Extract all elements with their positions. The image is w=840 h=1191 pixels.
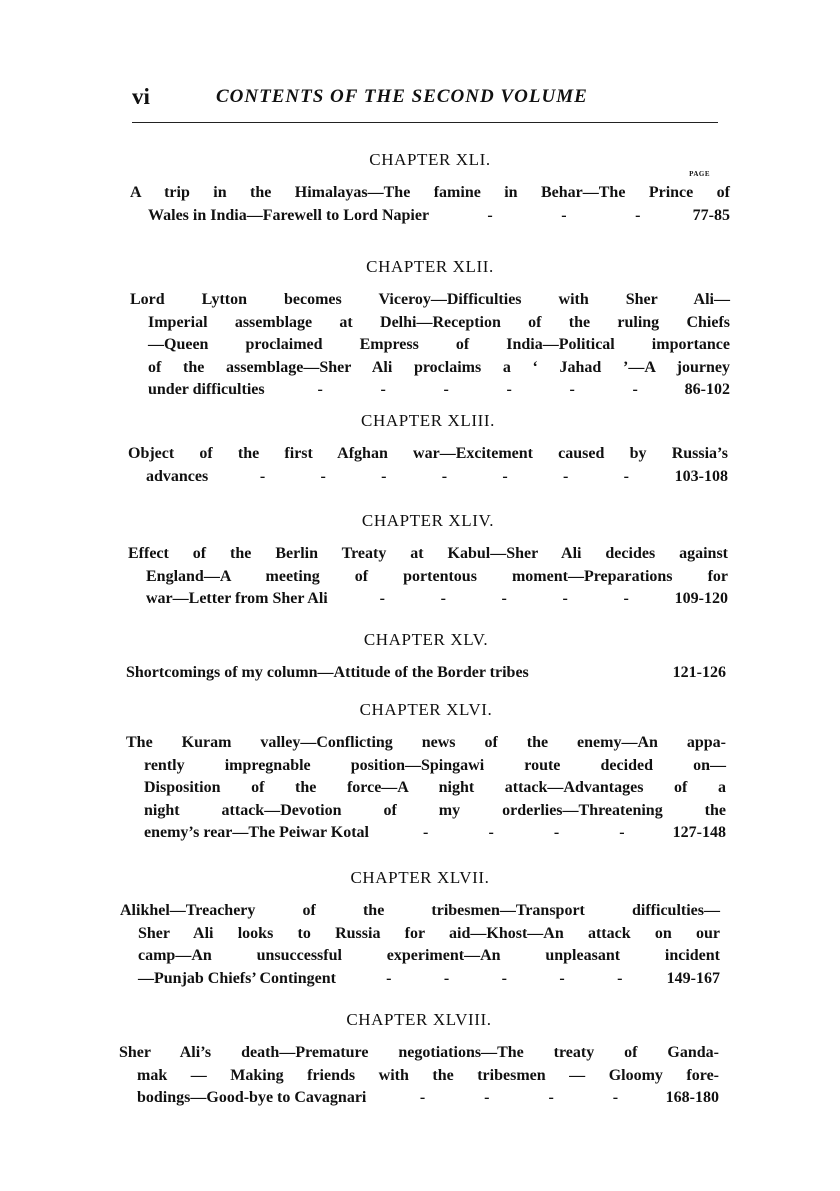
leader-dash: - [320, 467, 326, 485]
page-range: 121-126 [672, 664, 726, 681]
summary-line: England—A meeting of portentous moment—Preparations for [146, 567, 728, 585]
summary-line: Alikhel—Treachery of the tribesmen—Transport difficulties— [120, 902, 720, 919]
leader-dash: - [259, 467, 266, 485]
chapter-entry [128, 411, 728, 488]
summary-last-line [126, 822, 726, 845]
chapter-heading: CHAPTER XLV. [363, 630, 489, 649]
summary-line: Disposition of the force—A night attack—Advantages of a [144, 779, 726, 797]
chapter-summary [130, 182, 730, 227]
chapter-summary [128, 543, 728, 611]
chapter-heading: CHAPTER XLIII. [361, 411, 495, 430]
chapter-summary [120, 900, 720, 990]
chapter-heading: CHAPTER XLVII. [350, 868, 490, 887]
chapter-entry [130, 257, 730, 402]
running-title: CONTENTS OF THE SECOND VOLUME [216, 86, 588, 107]
summary-last-line [128, 466, 728, 489]
summary-line: Effect of the Berlin Treaty at Kabul—Sher Ali decides against [128, 545, 728, 562]
summary-line: Object of the first Afghan war—Excitement caused by Russia’s [128, 445, 728, 462]
folio-number: vi [132, 84, 150, 109]
leader-dash: - [623, 590, 629, 608]
summary-line-text: Shortcomings of my column—Attitude of the Border tribes [126, 664, 529, 681]
summary-line: camp—An unsuccessful experiment—An unpleasant incident [138, 947, 720, 965]
summary-line: mak — Making friends with the tribesmen — Gloomy fore- [137, 1066, 719, 1084]
chapter-heading: CHAPTER XLVI. [359, 700, 493, 719]
dot-leaders [208, 466, 674, 489]
dot-leaders [429, 205, 693, 228]
leader-dash: - [548, 1089, 554, 1107]
summary-line-text: under difficulties [148, 381, 265, 399]
summary-line: The Kuram valley—Conflicting news of the enemy—An appa- [126, 734, 726, 751]
leader-dash: - [419, 1089, 426, 1107]
page-range: 127-148 [672, 824, 726, 842]
chapter-entry [126, 700, 726, 845]
leader-dash: - [443, 969, 450, 987]
leader-dash: - [317, 381, 323, 399]
summary-line-text: enemy’s rear—The Peiwar Kotal [144, 824, 369, 842]
chapter-summary [119, 1042, 719, 1110]
chapter-heading: CHAPTER XLII. [366, 257, 494, 276]
leader-dash: - [440, 590, 446, 608]
summary-last-line [126, 662, 726, 685]
chapter-entry [126, 630, 726, 685]
dot-leaders [529, 662, 673, 685]
summary-line-text: advances [146, 467, 209, 485]
chapter-heading: CHAPTER XLI. [369, 150, 491, 169]
page-range: 86-102 [684, 381, 730, 399]
leader-dash: - [484, 1089, 490, 1107]
leader-dash: - [612, 1089, 619, 1107]
summary-line-text: war—Letter from Sher Ali [146, 590, 328, 608]
leader-dash: - [553, 824, 560, 842]
leader-dash: - [381, 467, 387, 485]
summary-line: rently impregnable position—Spingawi route decided on— [144, 756, 726, 774]
summary-line-text: bodings—Good-bye to Cavagnari [137, 1089, 367, 1107]
chapter-entry [120, 868, 720, 990]
leader-dash: - [617, 969, 623, 987]
dot-leaders [336, 968, 667, 991]
chapter-heading: CHAPTER XLIV. [361, 511, 495, 530]
leader-dash: - [379, 590, 385, 608]
leader-dash: - [487, 206, 493, 224]
header-rule [132, 122, 718, 123]
page-range: 168-180 [665, 1089, 719, 1107]
chapter-summary [128, 443, 728, 488]
summary-line: Imperial assemblage at Delhi—Reception of the ruling Chiefs [148, 313, 730, 331]
summary-line: Sher Ali looks to Russia for aid—Khost—An attack on our [138, 924, 720, 942]
summary-last-line [120, 968, 720, 991]
chapter-summary [130, 289, 730, 402]
summary-last-line [128, 588, 728, 611]
leader-dash: - [488, 824, 494, 842]
summary-line: Lord Lytton becomes Viceroy—Difficulties with Sher Ali— [130, 291, 730, 308]
leader-dash: - [501, 590, 507, 608]
leader-dash: - [619, 824, 625, 842]
page-header [132, 84, 720, 118]
page-column-label: PAGE [689, 170, 710, 178]
leader-dash: - [562, 590, 568, 608]
leader-dash: - [563, 467, 569, 485]
summary-line-text: —Punjab Chiefs’ Contingent [138, 969, 336, 987]
leader-dash: - [561, 206, 567, 224]
leader-dash: - [506, 381, 512, 399]
leader-dash: - [559, 969, 565, 987]
leader-dash: - [441, 467, 448, 485]
page-range: 77-85 [692, 206, 730, 224]
dot-leaders [265, 379, 685, 402]
summary-line: —Queen proclaimed Empress of India—Political importance [148, 336, 730, 354]
leader-dash: - [443, 381, 449, 399]
summary-last-line [130, 379, 730, 402]
summary-line: A trip in the Himalayas—The famine in Behar—The Prince of [130, 184, 730, 201]
leader-dash: - [386, 969, 392, 987]
leader-dash: - [632, 381, 638, 399]
chapter-entry [119, 1010, 719, 1110]
leader-dash: - [501, 969, 507, 987]
page-range: 149-167 [666, 969, 720, 987]
dot-leaders [369, 822, 673, 845]
chapter-entry [130, 150, 730, 227]
chapter-entry [128, 511, 728, 611]
dot-leaders [366, 1087, 665, 1110]
chapter-summary [126, 662, 726, 685]
summary-line: of the assemblage—Sher Ali proclaims a ‘ Jahad ’—A journey [148, 358, 730, 376]
page-range: 109-120 [674, 590, 728, 608]
leader-dash: - [569, 381, 575, 399]
summary-line: Sher Ali’s death—Premature negotiations—The treaty of Ganda- [119, 1044, 719, 1061]
leader-dash: - [635, 206, 641, 224]
leader-dash: - [623, 467, 629, 485]
page-range: 103-108 [674, 467, 728, 485]
summary-last-line [119, 1087, 719, 1110]
leader-dash: - [502, 467, 508, 485]
leader-dash: - [423, 824, 429, 842]
summary-line: night attack—Devotion of my orderlies—Threatening the [144, 801, 726, 819]
dot-leaders [328, 588, 675, 611]
chapter-heading: CHAPTER XLVIII. [346, 1010, 492, 1029]
chapter-summary [126, 732, 726, 845]
leader-dash: - [380, 381, 386, 399]
summary-line-text: Wales in India—Farewell to Lord Napier [148, 206, 430, 224]
summary-last-line [130, 205, 730, 228]
